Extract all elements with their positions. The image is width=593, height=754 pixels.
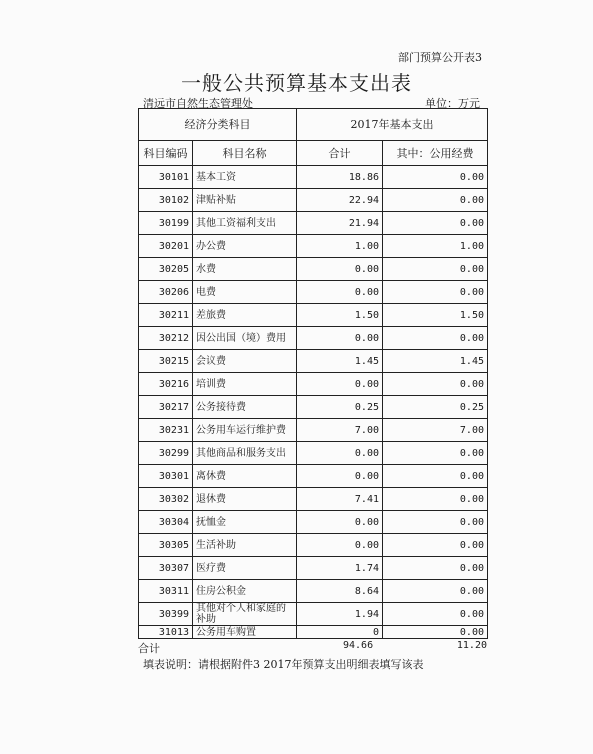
table-row bbox=[139, 327, 488, 350]
column-header-public: 其中：公用经费 bbox=[383, 141, 488, 166]
row-public: 0.00 bbox=[383, 626, 488, 639]
table-row bbox=[139, 373, 488, 396]
row-code: 30212 bbox=[139, 327, 193, 350]
row-code: 30102 bbox=[139, 189, 193, 212]
page-title: 一般公共预算基本支出表 bbox=[181, 71, 412, 95]
table-row bbox=[139, 189, 488, 212]
row-total: 1.50 bbox=[297, 304, 383, 327]
row-name: 公务用车购置 bbox=[193, 626, 297, 639]
row-total: 1.94 bbox=[297, 603, 383, 626]
row-public: 0.00 bbox=[383, 281, 488, 304]
row-public: 0.00 bbox=[383, 189, 488, 212]
table-row bbox=[139, 258, 488, 281]
row-name: 医疗费 bbox=[193, 557, 297, 580]
row-public: 0.00 bbox=[383, 258, 488, 281]
row-code: 30304 bbox=[139, 511, 193, 534]
row-total: 7.00 bbox=[297, 419, 383, 442]
row-name: 公务用车运行维护费 bbox=[193, 419, 297, 442]
row-public: 0.00 bbox=[383, 534, 488, 557]
row-public: 0.00 bbox=[383, 465, 488, 488]
row-total: 0.00 bbox=[297, 511, 383, 534]
table-row bbox=[139, 235, 488, 258]
total-label: 合计 bbox=[138, 642, 160, 655]
table-row bbox=[139, 511, 488, 534]
total-sum: 94.66 bbox=[343, 640, 374, 651]
row-public: 0.00 bbox=[383, 212, 488, 235]
row-name: 其他对个人和家庭的补助 bbox=[193, 603, 297, 626]
row-code: 30211 bbox=[139, 304, 193, 327]
row-total: 0.00 bbox=[297, 373, 383, 396]
row-name: 其他商品和服务支出 bbox=[193, 442, 297, 465]
row-total: 0.00 bbox=[297, 442, 383, 465]
table-row bbox=[139, 580, 488, 603]
column-header-code: 科目编码 bbox=[139, 141, 193, 166]
table-row bbox=[139, 603, 488, 626]
row-name: 抚恤金 bbox=[193, 511, 297, 534]
row-name: 其他工资福利支出 bbox=[193, 212, 297, 235]
row-name: 住房公积金 bbox=[193, 580, 297, 603]
currency-unit: 单位：万元 bbox=[425, 97, 480, 110]
row-public: 0.00 bbox=[383, 166, 488, 189]
row-name: 生活补助 bbox=[193, 534, 297, 557]
row-code: 30217 bbox=[139, 396, 193, 419]
row-public: 1.45 bbox=[383, 350, 488, 373]
table-row bbox=[139, 304, 488, 327]
row-public: 0.00 bbox=[383, 442, 488, 465]
row-code: 30311 bbox=[139, 580, 193, 603]
row-code: 31013 bbox=[139, 626, 193, 639]
row-code: 30307 bbox=[139, 557, 193, 580]
row-name: 差旅费 bbox=[193, 304, 297, 327]
column-header-name: 科目名称 bbox=[193, 141, 297, 166]
total-public: 11.20 bbox=[456, 640, 487, 651]
row-public: 0.00 bbox=[383, 327, 488, 350]
row-public: 0.00 bbox=[383, 557, 488, 580]
row-total: 0.25 bbox=[297, 396, 383, 419]
row-total: 0.00 bbox=[297, 281, 383, 304]
column-header-total: 合计 bbox=[297, 141, 383, 166]
row-name: 退休费 bbox=[193, 488, 297, 511]
table-group-header bbox=[139, 109, 488, 141]
row-name: 电费 bbox=[193, 281, 297, 304]
row-total: 0 bbox=[297, 626, 383, 639]
row-code: 30205 bbox=[139, 258, 193, 281]
row-code: 30231 bbox=[139, 419, 193, 442]
unit-name: 清远市自然生态管理处 bbox=[143, 97, 253, 110]
table-row bbox=[139, 626, 488, 639]
table-row bbox=[139, 396, 488, 419]
table-row bbox=[139, 166, 488, 189]
row-name: 基本工资 bbox=[193, 166, 297, 189]
row-public: 1.00 bbox=[383, 235, 488, 258]
row-total: 21.94 bbox=[297, 212, 383, 235]
table-column-header bbox=[139, 141, 488, 166]
row-total: 1.74 bbox=[297, 557, 383, 580]
row-code: 30201 bbox=[139, 235, 193, 258]
row-code: 30299 bbox=[139, 442, 193, 465]
row-total: 18.86 bbox=[297, 166, 383, 189]
row-total: 0.00 bbox=[297, 327, 383, 350]
row-total: 1.00 bbox=[297, 235, 383, 258]
row-code: 30101 bbox=[139, 166, 193, 189]
row-total: 0.00 bbox=[297, 534, 383, 557]
row-public: 0.00 bbox=[383, 373, 488, 396]
table-row bbox=[139, 488, 488, 511]
row-public: 7.00 bbox=[383, 419, 488, 442]
row-code: 30206 bbox=[139, 281, 193, 304]
row-code: 30199 bbox=[139, 212, 193, 235]
row-total: 22.94 bbox=[297, 189, 383, 212]
row-code: 30216 bbox=[139, 373, 193, 396]
row-name: 办公费 bbox=[193, 235, 297, 258]
total-row bbox=[138, 640, 487, 653]
table-row bbox=[139, 350, 488, 373]
table-row bbox=[139, 419, 488, 442]
budget-table bbox=[138, 108, 488, 639]
table-row bbox=[139, 281, 488, 304]
row-public: 0.00 bbox=[383, 603, 488, 626]
row-public: 0.00 bbox=[383, 511, 488, 534]
row-name: 因公出国（境）费用 bbox=[193, 327, 297, 350]
row-name: 培训费 bbox=[193, 373, 297, 396]
row-total: 7.41 bbox=[297, 488, 383, 511]
form-number: 部门预算公开表3 bbox=[398, 51, 482, 64]
table-row bbox=[139, 557, 488, 580]
row-name: 会议费 bbox=[193, 350, 297, 373]
row-name: 离休费 bbox=[193, 465, 297, 488]
row-name: 水费 bbox=[193, 258, 297, 281]
row-name: 津贴补贴 bbox=[193, 189, 297, 212]
row-public: 1.50 bbox=[383, 304, 488, 327]
row-code: 30301 bbox=[139, 465, 193, 488]
row-total: 0.00 bbox=[297, 465, 383, 488]
table-row bbox=[139, 465, 488, 488]
fill-instructions: 填表说明：请根据附件3 2017年预算支出明细表填写该表 bbox=[143, 658, 424, 671]
table-row bbox=[139, 212, 488, 235]
row-total: 0.00 bbox=[297, 258, 383, 281]
group-header-economic: 经济分类科目 bbox=[139, 109, 297, 141]
group-header-basic-expenditure: 2017年基本支出 bbox=[297, 109, 488, 141]
row-code: 30399 bbox=[139, 603, 193, 626]
row-name: 公务接待费 bbox=[193, 396, 297, 419]
row-total: 8.64 bbox=[297, 580, 383, 603]
table-row bbox=[139, 534, 488, 557]
row-public: 0.25 bbox=[383, 396, 488, 419]
table-row bbox=[139, 442, 488, 465]
row-total: 1.45 bbox=[297, 350, 383, 373]
row-public: 0.00 bbox=[383, 488, 488, 511]
row-code: 30305 bbox=[139, 534, 193, 557]
row-code: 30302 bbox=[139, 488, 193, 511]
row-public: 0.00 bbox=[383, 580, 488, 603]
row-code: 30215 bbox=[139, 350, 193, 373]
